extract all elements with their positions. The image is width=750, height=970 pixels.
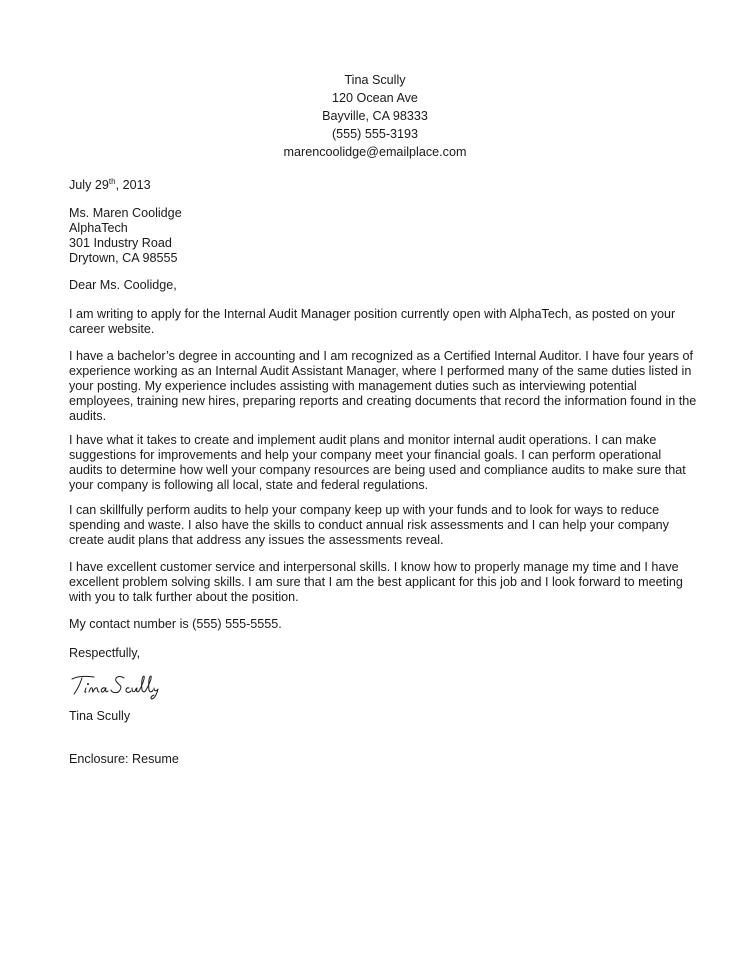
body-paragraph — [69, 307, 689, 337]
sender-name: Tina Scully — [344, 73, 406, 87]
paragraph-line: audits to determine how well your company resources are being used and compliance audits to make sure that — [69, 463, 686, 477]
body-paragraph — [69, 349, 697, 424]
sender-email: marencoolidge@emailplace.com — [283, 145, 467, 159]
date-year: , 2013 — [115, 178, 151, 192]
paragraph-line: I have excellent customer service and interpersonal skills. I know how to properly manage my time and I have — [69, 560, 679, 574]
sender-city-state-zip: Bayville, CA 98333 — [322, 109, 428, 123]
paragraph-line: create audit plans that address any issues the assessments reveal. — [69, 533, 444, 547]
paragraph-line: suggestions for improvements and help your company meet your financial goals. I can perform operational — [69, 448, 662, 462]
closing: Respectfully, — [69, 646, 141, 660]
paragraph-line: with you to talk further about the position. — [69, 590, 299, 604]
date-month-day: July 29 — [69, 178, 109, 192]
sender-street: 120 Ocean Ave — [332, 91, 418, 105]
handwritten-signature — [68, 670, 168, 700]
paragraph-line: career website. — [69, 322, 155, 336]
paragraph-line: audits. — [69, 409, 107, 423]
body-paragraph — [69, 433, 689, 493]
paragraph-line: I am writing to apply for the Internal Audit Manager position currently open with AlphaTech, as posted on your — [69, 307, 676, 321]
salutation: Dear Ms. Coolidge, — [69, 278, 177, 292]
recipient-company: AlphaTech — [69, 221, 128, 235]
enclosure-note: Enclosure: Resume — [69, 752, 179, 766]
recipient-block — [69, 206, 689, 266]
paragraph-line: your posting. My experience includes assisting with management duties such as interviewing potential — [69, 379, 637, 393]
signed-name: Tina Scully — [69, 709, 131, 723]
body-paragraph — [69, 503, 689, 548]
sender-block — [0, 71, 750, 161]
paragraph-line: I can skillfully perform audits to help your company keep up with your funds and to look for ways to reduce — [69, 503, 660, 517]
contact-line: My contact number is (555) 555-5555. — [69, 617, 282, 631]
body-paragraph — [69, 560, 689, 605]
paragraph-line: employees, training new hires, preparing reports and creating documents that record the information found in the — [69, 394, 697, 408]
paragraph-line: I have what it takes to create and implement audit plans and monitor internal audit operations. I can make — [69, 433, 657, 447]
sender-phone: (555) 555-3193 — [331, 127, 419, 141]
letter-date — [69, 178, 689, 193]
recipient-street: 301 Industry Road — [69, 236, 172, 250]
recipient-name: Ms. Maren Coolidge — [69, 206, 182, 220]
paragraph-line: experience working as an Internal Audit Assistant Manager, where I performed many of the same duties listed in — [69, 364, 692, 378]
paragraph-line: your company is following all local, state and federal regulations. — [69, 478, 429, 492]
date-suffix: th — [108, 177, 116, 186]
paragraph-line: spending and waste. I also have the skills to conduct annual risk assessments and I can help your company — [69, 518, 669, 532]
paragraph-line: excellent problem solving skills. I am sure that I am the best applicant for this job and I look forward to meeting — [69, 575, 683, 589]
recipient-city-state-zip: Drytown, CA 98555 — [69, 251, 178, 265]
paragraph-line: I have a bachelor’s degree in accounting and I am recognized as a Certified Internal Auditor. I have four years of — [69, 349, 694, 363]
